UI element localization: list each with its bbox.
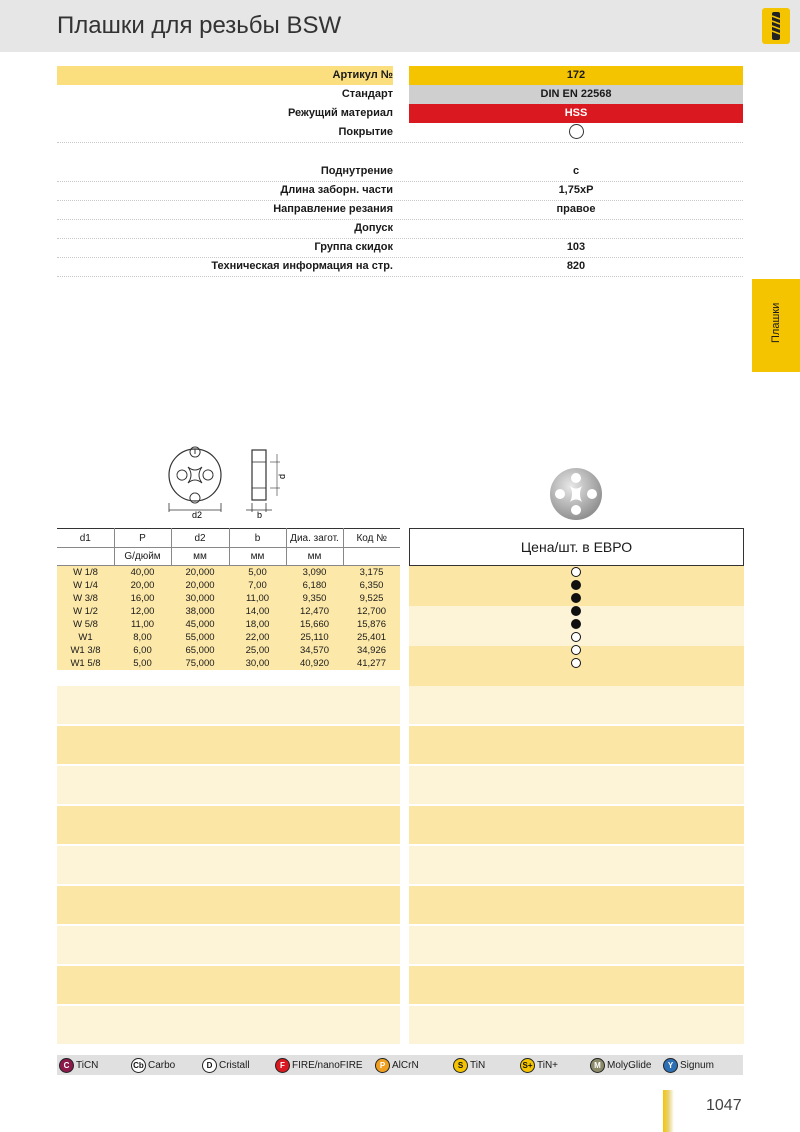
legend-label: TiN+ [537,1060,559,1072]
info-value [409,219,743,238]
empty-row-band [57,806,400,844]
table-cell: 25,401 [356,632,387,643]
table-cell: 25,110 [300,632,329,643]
table-cell: 34,926 [356,645,387,656]
legend-item [275,1058,363,1072]
page-number: 1047 [706,1097,742,1114]
section-tab[interactable] [752,279,800,372]
table-cell: 41,277 [356,658,387,669]
info-value: 103 [566,241,586,253]
filled-circle-icon [571,619,581,629]
info-row [57,104,743,123]
legend-label: FIRE/nanoFIRE [292,1060,363,1072]
tap-tool-icon [769,12,783,40]
table-cell: 9,350 [302,593,327,604]
legend-label: TiN [470,1060,486,1072]
info-value: DIN EN 22568 [409,85,743,104]
empty-row-band [57,886,400,924]
info-row [57,200,743,220]
table-cell: 22,00 [245,632,270,643]
table-cell: 14,00 [245,606,270,617]
die-diagram [150,440,300,520]
info-value: 820 [566,260,586,272]
unit-header [57,548,114,566]
legend-item [131,1058,175,1072]
empty-price-band [409,806,744,844]
info-label: Длина заборн. части [280,184,393,196]
table-cell: 15,876 [356,619,387,630]
info-label: Поднутрение [320,165,393,177]
table-cell: 30,00 [245,658,270,669]
column-header: Код № [343,529,400,548]
coating-badge-icon: F [275,1058,290,1073]
empty-row-band [57,846,400,884]
product-image [548,466,604,527]
empty-row-band [57,766,400,804]
table-cell: 6,350 [359,580,384,591]
column-header: b [229,529,286,548]
legend-item [663,1058,714,1072]
table-cell: 40,920 [299,658,330,669]
table-row [57,631,400,644]
info-row [57,66,743,85]
table-cell: 9,525 [359,593,384,604]
table-cell: 16,00 [130,593,155,604]
empty-row-band [57,926,400,964]
coating-badge-icon: S [453,1058,468,1073]
table-cell: 34,570 [299,645,330,656]
empty-row-band [57,966,400,1004]
coating-value [409,123,743,142]
info-row [57,162,743,182]
column-header: d1 [57,529,114,548]
table-row [57,579,400,592]
table-cell: 6,00 [133,645,152,656]
column-header: P [114,529,171,548]
empty-price-band [409,686,744,724]
coating-badge-icon: C [59,1058,74,1073]
table-row [57,644,400,657]
legend-label: Carbo [148,1060,176,1072]
coating-badge-icon: Y [663,1058,678,1073]
info-value: HSS [409,104,743,123]
unit-header: мм [229,548,286,566]
empty-price-band [409,846,744,884]
table-cell: 20,00 [130,580,155,591]
legend-item [520,1058,558,1072]
info-value: правое [556,203,596,215]
info-row [57,238,743,258]
section-tab-label: Плашки [770,302,782,343]
table-cell: 45,000 [185,619,215,630]
empty-row-band [57,1006,400,1044]
info-label: Стандарт [341,88,393,100]
info-value: 172 [409,66,743,85]
table-cell: 20,000 [185,567,215,578]
coating-badge-icon: M [590,1058,605,1073]
table-cell: 5,00 [133,658,152,669]
table-cell: W 1/4 [73,580,98,591]
d2-label: d2 [192,510,203,520]
empty-price-band [409,966,744,1004]
legend-item [202,1058,250,1072]
table-cell: 15,660 [299,619,330,630]
info-row [57,181,743,201]
table-cell: 38,000 [185,606,215,617]
legend-label: TiCN [76,1060,99,1072]
table-cell: 8,00 [133,632,152,643]
info-row [57,85,743,104]
empty-price-band [409,926,744,964]
table-row [57,618,400,631]
info-label: Режущий материал [287,107,393,119]
legend-item [453,1058,485,1072]
coating-badge-icon: P [375,1058,390,1073]
size-table [57,528,400,670]
empty-price-band [409,766,744,804]
info-label: Допуск [354,222,393,234]
coating-badge-icon: D [202,1058,217,1073]
table-cell: 5,00 [248,567,267,578]
empty-row-band [57,726,400,764]
table-cell: 40,00 [130,567,155,578]
empty-row-band [57,686,400,724]
unit-header: мм [171,548,229,566]
legend-label: AlCrN [392,1060,419,1072]
table-row [57,592,400,605]
table-cell: 6,180 [302,580,327,591]
table-cell: W1 3/8 [70,645,101,656]
header-bar [0,0,800,52]
coating-legend [57,1055,743,1075]
brand-logo [762,8,790,44]
table-cell: W 3/8 [73,593,98,604]
filled-circle-icon [571,606,581,616]
price-header: Цена/шт. в ЕВРО [409,528,744,566]
table-cell: 20,000 [185,580,215,591]
table-cell: 12,700 [356,606,387,617]
empty-circle-icon [571,658,581,668]
empty-price-band [409,886,744,924]
unit-header: G/дюйм [114,548,171,566]
info-row [57,219,743,239]
column-header: d2 [171,529,229,548]
table-cell: 12,00 [130,606,155,617]
empty-circle-icon [571,645,581,655]
table-cell: 75,000 [185,658,215,669]
table-row [57,657,400,670]
unit-header: мм [286,548,343,566]
table-row [57,566,400,580]
page-title: Плашки для резьбы BSW [57,12,342,39]
filled-circle-icon [571,593,581,603]
d-label: d [277,473,287,479]
legend-item [590,1058,651,1072]
table-cell: 3,175 [359,567,384,578]
legend-label: Cristall [219,1060,250,1072]
table-cell: 18,00 [245,619,270,630]
legend-item [59,1058,98,1072]
table-cell: 12,470 [299,606,330,617]
legend-label: Signum [680,1060,714,1072]
table-cell: W 1/8 [73,567,98,578]
table-cell: 3,090 [302,567,327,578]
table-cell: W 1/2 [73,606,98,617]
info-value: 1,75xP [558,184,594,196]
empty-price-band [409,726,744,764]
info-value: c [572,165,580,177]
table-cell: 25,00 [245,645,270,656]
info-label: Направление резания [273,203,393,215]
info-row [57,257,743,277]
info-label: Группа скидок [314,241,393,253]
coating-badge-icon: Cb [131,1058,146,1073]
info-label: Покрытие [338,126,393,138]
info-label: Артикул № [57,66,393,85]
coating-badge-icon: S+ [520,1058,535,1073]
unit-header [343,548,400,566]
legend-label: MolyGlide [607,1060,652,1072]
empty-circle-icon [571,567,581,577]
table-cell: 11,00 [245,593,270,604]
table-cell: 7,00 [248,580,267,591]
table-cell: W1 5/8 [70,658,101,669]
table-cell: 55,000 [185,632,215,643]
page-stripe [663,1090,674,1132]
empty-circle-icon [569,124,584,139]
table-cell: W1 [78,632,93,643]
table-row [57,605,400,618]
filled-circle-icon [571,580,581,590]
table-cell: 65,000 [185,645,215,656]
info-row [57,123,743,143]
b-label: b [257,510,263,520]
empty-circle-icon [571,632,581,642]
table-cell: W 5/8 [73,619,98,630]
table-cell: 11,00 [130,619,155,630]
column-header: Диа. загот. [286,529,343,548]
legend-item [375,1058,419,1072]
empty-price-band [409,1006,744,1044]
table-cell: 30,000 [185,593,215,604]
info-label: Техническая информация на стр. [211,260,393,272]
